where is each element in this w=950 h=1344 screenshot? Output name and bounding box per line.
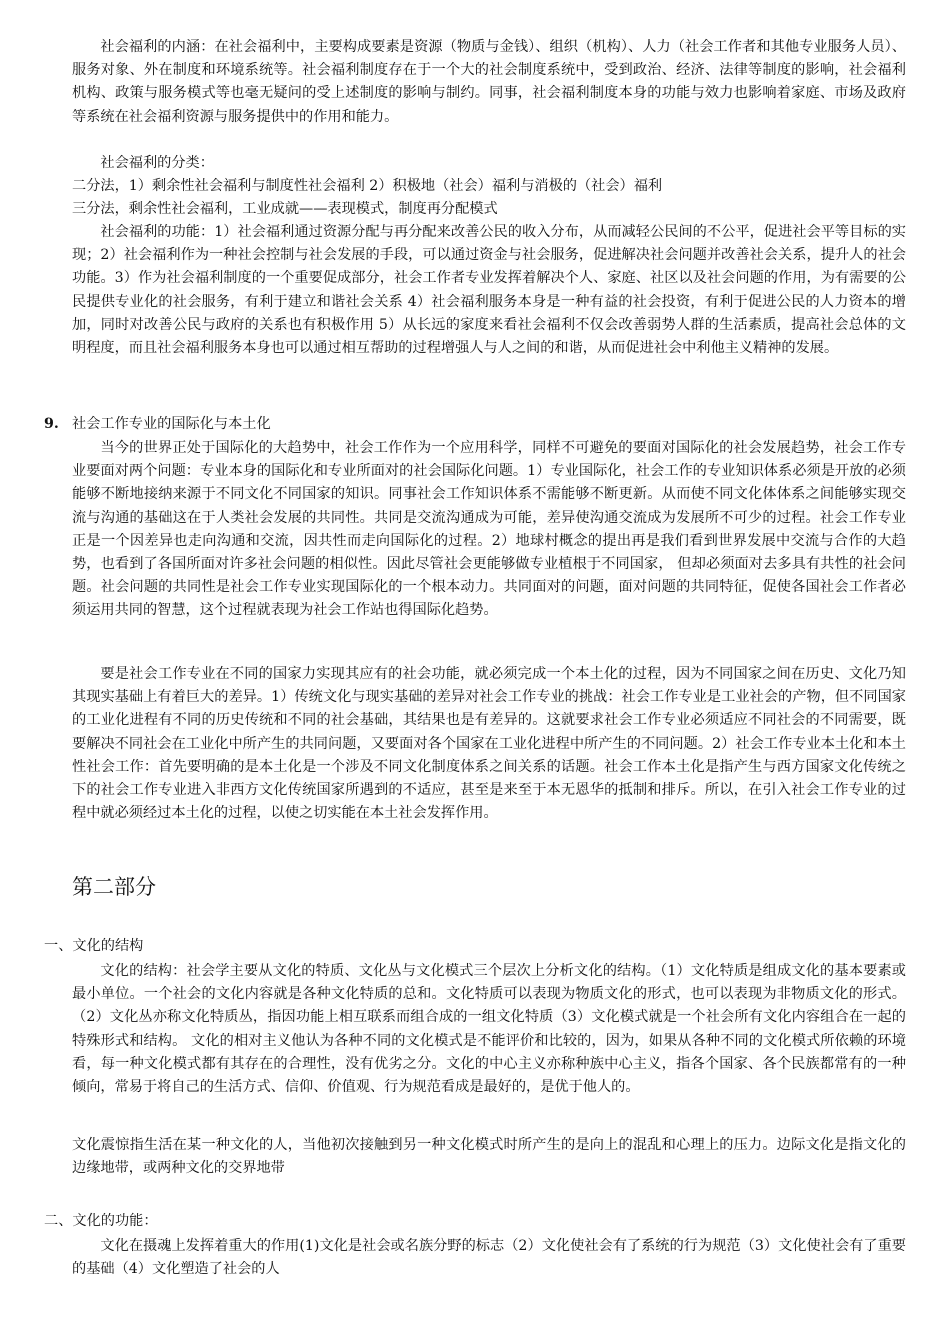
part-two-heading: 第二部分 [72, 875, 156, 899]
welfare-classification-title: 社会福利的分类： [100, 155, 214, 171]
section-9-heading [44, 413, 271, 436]
welfare-three-way-classification: 三分法，剩余性社会福利，工业成就——表现模式，制度再分配模式 [72, 201, 498, 217]
welfare-two-way-classification: 二分法，1）剩余性社会福利与制度性社会福利 2）积极地（社会）福利与消极的（社会）福利 [72, 178, 663, 194]
welfare-connotation-paragraph: 社会福利的内涵：在社会福利中，主要构成要素是资源（物质与金钱）、组织（机构）、人力（社会工作者和其他专业服务人员）、服务对象、外在制度和环境系统等。社会福利制度存在于一个大的社会制度系统中，受到政治、经济、法律等制度的影响，社会福利机构、政策与服务模式等也毫无疑问的受上述制度的影响与制约。同事，社会福利制度本身的功能与效力也影响着家庭、市场及政府等系统在社会福利资源与服务提供中的作用和能力。 [72, 39, 906, 125]
culture-shock-paragraph: 文化震惊指生活在某一种文化的人，当他初次接触到另一种文化模式时所产生的是向上的混乱和心理上的压力。边际文化是指文化的边缘地带，或两种文化的交界地带 [72, 1137, 906, 1177]
culture-function-paragraph: 文化在摄魂上发挥着重大的作用(1)文化是社会或名族分野的标志（2）文化使社会有了系统的行为规范（3）文化使社会有了重要的基础（4）文化塑造了社会的人 [72, 1238, 906, 1278]
culture-structure-title: 一、文化的结构 [44, 938, 144, 954]
culture-function-title: 二、文化的功能： [44, 1213, 158, 1229]
section-9-title: 社会工作专业的国际化与本土化 [72, 416, 271, 432]
section-9-paragraph-2: 要是社会工作专业在不同的国家力实现其应有的社会功能，就必须完成一个本土化的过程，因为不同国家之间在历史、文化乃知其现实基础上有着巨大的差异。1）传统文化与现实基础的差异对社会工作专业的挑战：社会工作专业是工业社会的产物，但不同国家的工业化进程有不同的历史传统和不同的社会基础，其结果也是有差异的。这就要求社会工作专业必须适应不同社会的不同需要，既要解决不同社会在工业化中所产生的共同问题，又要面对各个国家在工业化进程中所产生的不同问题。2）社会工作专业本土化和本土性社会工作：首先要明确的是本土化是一个涉及不同文化制度体系之间关系的话题。社会工作本土化是指产生与西方国家文化传统之下的社会工作专业进入非西方文化传统国家所遇到的不适应，甚至是来至于本无恩华的抵制和排斥。所以，在引入社会工作专业的过程中就必须经过本土化的过程，以使之切实能在本土社会发挥作用。 [72, 666, 906, 822]
culture-structure-paragraph: 文化的结构：社会学主要从文化的特质、文化丛与文化模式三个层次上分析文化的结构。（1）文化特质是组成文化的基本要素或最小单位。一个社会的文化内容就是各种文化特质的总和。文化特质可以表现为物质文化的形式，也可以表现为非物质文化的形式。（2）文化丛亦称文化特质丛，指因功能上相互联系而组合成的一组文化特质（3）文化模式就是一个社会所有文化内容组合在一起的特殊形式和结构。 文化的相对主义他认为各种不同的文化模式是不能评价和比较的，因为，如果从各种不同的文化模式所依赖的环境看，每一种文化模式都有其存在的合理性，没有优劣之分。文化的中心主义亦称种族中心主义，指各个国家、各个民族都常有的一种倾向，常易于将自己的生活方式、信仰、价值观、行为规范看成是最好的，是优于他人的。 [72, 963, 906, 1096]
welfare-functions-paragraph: 社会福利的功能：1）社会福利通过资源分配与再分配来改善公民的收入分布，从而减轻公民间的不公平，促进社会平等目标的实现；2）社会福利作为一种社会控制与社会发展的手段，可以通过资金与社会服务，促进解决社会问题并改善社会关系，提升人的社会功能。3）作为社会福利制度的一个重要促成部分，社会工作者专业发挥着解决个人、家庭、社区以及社会问题的作用，为有需要的公民提供专业化的社会服务，有利于建立和谐社会关系 4）社会福利服务本身是一种有益的社会投资，有利于促进公民的人力资本的增加，同时对改善公民与政府的关系也有积极作用 5）从长远的家度来看社会福利不仅会改善弱势人群的生活素质，提高社会总体的文明程度，而且社会福利服务本身也可以通过相互帮助的过程增强人与人之间的和谐，从而促进社会中利他主义精神的发展。 [72, 224, 906, 357]
section-9-paragraph-1: 当今的世界正处于国际化的大趋势中，社会工作作为一个应用科学，同样不可避免的要面对国际化的社会发展趋势，社会工作专业要面对两个问题：专业本身的国际化和专业所面对的社会国际化问题。1）专业国际化，社会工作的专业知识体系必须是开放的必须能够不断地接纳来源于不同文化不同国家的知识。同事社会工作知识体系不需能够不断更新。从而使不同文化体体系之间能够实现交流与沟通的基础这在于人类社会发展的共同性。共同是交流沟通成为可能，差异使沟通交流成为发展所不可少的过程。社会工作专业正是一个因差异也走向沟通和交流，因共性而走向国际化的过程。2）地球村概念的提出再是我们看到世界发展中交流与合作的大趋势，也看到了各国所面对许多社会问题的相似性。因此尽管社会更能够做专业植根于不同国家， 但却必须面对去多具有共性的社会问题。社会问题的共同性是社会工作专业实现国际化的一个根本动力。共同面对的问题，面对问题的共同特征，促使各国社会工作者必须运用共同的智慧，这个过程就表现为社会工作站也得国际化趋势。 [72, 440, 906, 619]
section-9-number: 9. [44, 416, 59, 432]
